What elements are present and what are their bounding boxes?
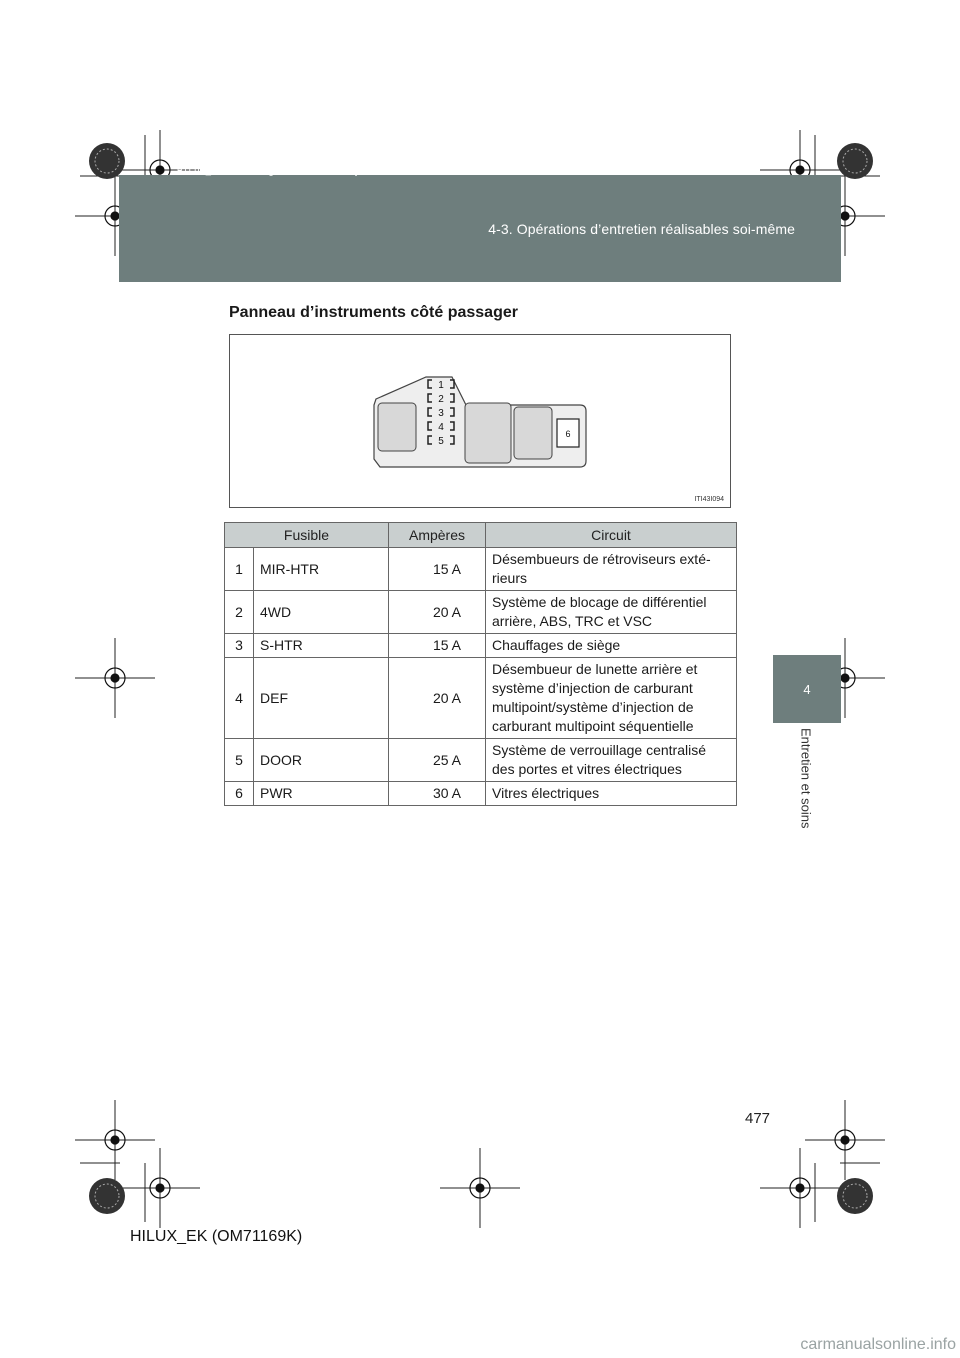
col-header-amps: Ampères: [389, 523, 486, 548]
fuse-amps: 30 A: [389, 782, 486, 806]
fuse-circuit: Vitres électriques: [486, 782, 737, 806]
table-row: [225, 658, 737, 739]
table-row: [225, 634, 737, 658]
header-band: [119, 175, 841, 282]
table-row: [225, 739, 737, 782]
chapter-tab: [773, 655, 841, 723]
fuse-amps: 20 A: [389, 591, 486, 634]
fuse-box-diagram: [229, 334, 731, 508]
figure-id: ITI43I094: [694, 496, 724, 503]
chapter-number: 4: [803, 681, 811, 697]
fuse-label-4: 4: [438, 422, 444, 433]
fuse-label-6: 6: [565, 429, 571, 439]
fuse-name: 4WD: [254, 591, 389, 634]
fuse-name: S-HTR: [254, 634, 389, 658]
table-header-row: [225, 523, 737, 548]
fuse-number: 5: [225, 739, 254, 782]
fuse-number: 4: [225, 658, 254, 739]
table-row: [225, 548, 737, 591]
model-code: HILUX_EK (OM71169K): [130, 1228, 303, 1245]
page-number: 477: [745, 1110, 771, 1127]
fuse-amps: 15 A: [389, 548, 486, 591]
fuse-circuit: Désembueur de lunette arrière et système d’injection de carburant multipoint/système d’injection de carburant multipoint séquentielle: [486, 658, 737, 739]
table-row: [225, 782, 737, 806]
fuse-circuit: Désembueurs de rétroviseurs exté-rieurs: [486, 548, 737, 591]
section-breadcrumb: 4-3. Opérations d’entretien réalisables soi-même: [488, 221, 795, 237]
fuse-circuit: Chauffages de siège: [486, 634, 737, 658]
fuse-amps: 25 A: [389, 739, 486, 782]
fuse-label-2: 2: [438, 394, 444, 405]
fuse-name: MIR-HTR: [254, 548, 389, 591]
fuse-number: 1: [225, 548, 254, 591]
chapter-label: Entretien et soins: [798, 728, 814, 829]
fuse-table: [224, 522, 737, 806]
fuse-number: 2: [225, 591, 254, 634]
book-stamp: HILUX_EK.book Page 477 Wednesday, March 23, 2011 3:03 PM: [177, 167, 498, 177]
fuse-number: 6: [225, 782, 254, 806]
col-header-fuse: Fusible: [225, 523, 389, 548]
fuse-name: DEF: [254, 658, 389, 739]
fuse-name: PWR: [254, 782, 389, 806]
fuse-label-1: 1: [438, 380, 444, 391]
table-row: [225, 591, 737, 634]
section-title: Panneau d’instruments côté passager: [229, 304, 518, 321]
col-header-circuit: Circuit: [486, 523, 737, 548]
fuse-number: 3: [225, 634, 254, 658]
fuse-circuit: Système de verrouillage centralisé des portes et vitres électriques: [486, 739, 737, 782]
fuse-label-5: 5: [438, 436, 444, 447]
fuse-box-illustration: [230, 335, 730, 507]
watermark: carmanualsonline.info: [800, 1336, 956, 1353]
fuse-label-3: 3: [438, 408, 444, 419]
fuse-circuit: Système de blocage de différentiel arrière, ABS, TRC et VSC: [486, 591, 737, 634]
fuse-name: DOOR: [254, 739, 389, 782]
fuse-amps: 15 A: [389, 634, 486, 658]
fuse-amps: 20 A: [389, 658, 486, 739]
